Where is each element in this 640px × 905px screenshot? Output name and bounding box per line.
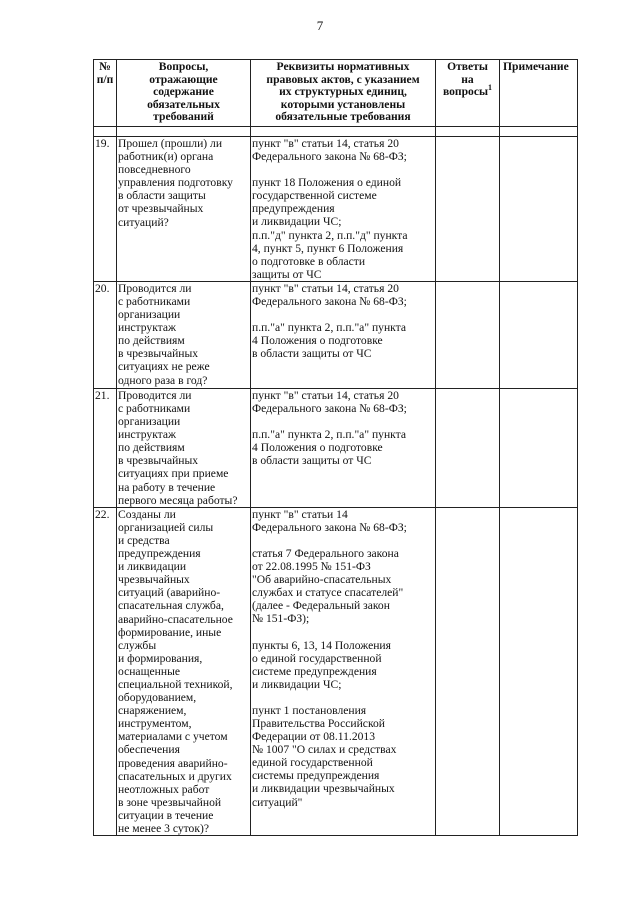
question-cell: Созданы ли организацией силы и средства предупреждения и ликвидации чрезвычайных ситуаций (аварийно- спасательная служба, аварийно-спасательное формирование, иные службы и формирования, оснащенные специальной техникой, оборудованием, снаряжением, инструментом, материалами с учетом обеспечения проведения аварийно- спасательных и других неотложных работ в зоне чрезвычайной ситуации в течение не менее 3 суток)? (117, 507, 251, 835)
header-note: Примечание (500, 60, 578, 127)
header-questions: Вопросы, отражающие содержание обязательных требований (117, 60, 251, 127)
answer-cell[interactable] (436, 507, 500, 835)
requirements-checklist-table (93, 59, 578, 836)
answer-cell[interactable] (436, 388, 500, 507)
header-answers-text: Ответы на вопросы$^1$ (442, 60, 493, 99)
header-requisites: Реквизиты нормативных правовых актов, с указанием их структурных единиц, которыми установлены обязательные требования (251, 60, 436, 127)
answer-cell[interactable] (436, 136, 500, 281)
page-number: 7 (316, 18, 324, 33)
row-number: 21. (94, 388, 117, 507)
footnote-marker: 1 (488, 83, 493, 93)
note-cell[interactable] (500, 388, 578, 507)
note-cell[interactable] (500, 136, 578, 281)
requisites-cell: пункт "в" статьи 14 Федерального закона № 68-ФЗ; статья 7 Федерального закона от 22.08.1995 № 151-ФЗ "Об аварийно-спасательных службах и статусе спасателей" (далее - Федеральный закон № 151-ФЗ); пункты 6, 13, 14 Положения о единой государственной системе предупреждения и ликвидации ЧС; пункт 1 постановления Правительства Российской Федерации от 08.11.2013 № 1007 "О силах и средствах единой государственной системы предупреждения и ликвидации чрезвычайных ситуаций" (251, 507, 436, 835)
table-row (94, 136, 578, 281)
table-row (94, 388, 578, 507)
answer-cell[interactable] (436, 281, 500, 388)
question-cell: Проводится ли с работниками организации инструктаж по действиям в чрезвычайных ситуациях при приеме на работу в течение первого месяца работы? (117, 388, 251, 507)
requisites-cell: пункт "в" статьи 14, статья 20 Федерального закона № 68-ФЗ; п.п."а" пункта 2, п.п."а" пункта 4 Положения о подготовке в области защиты от ЧС (251, 388, 436, 507)
header-number: № п/п (94, 60, 117, 127)
table-row (94, 507, 578, 835)
row-number: 22. (94, 507, 117, 835)
note-cell[interactable] (500, 507, 578, 835)
row-number: 20. (94, 281, 117, 388)
question-cell: Проводится ли с работниками организации инструктаж по действиям в чрезвычайных ситуациях не реже одного раза в год? (117, 281, 251, 388)
header-answers (436, 60, 500, 127)
table-row (94, 281, 578, 388)
note-cell[interactable] (500, 281, 578, 388)
row-number: 19. (94, 136, 117, 281)
table-header-row (94, 60, 578, 127)
header-spacer-row (94, 126, 578, 136)
question-cell: Прошел (прошли) ли работник(и) органа повседневного управления подготовку в области защиты от чрезвычайных ситуаций? (117, 136, 251, 281)
requisites-cell: пункт "в" статьи 14, статья 20 Федерального закона № 68-ФЗ; пункт 18 Положения о единой государственной системе предупреждения и ликвидации ЧС; п.п."д" пункта 2, п.п."д" пункта 4, пункт 5, пункт 6 Положения о подготовке в области защиты от ЧС (251, 136, 436, 281)
requisites-cell: пункт "в" статьи 14, статья 20 Федерального закона № 68-ФЗ; п.п."а" пункта 2, п.п."а" пункта 4 Положения о подготовке в области защиты от ЧС (251, 281, 436, 388)
